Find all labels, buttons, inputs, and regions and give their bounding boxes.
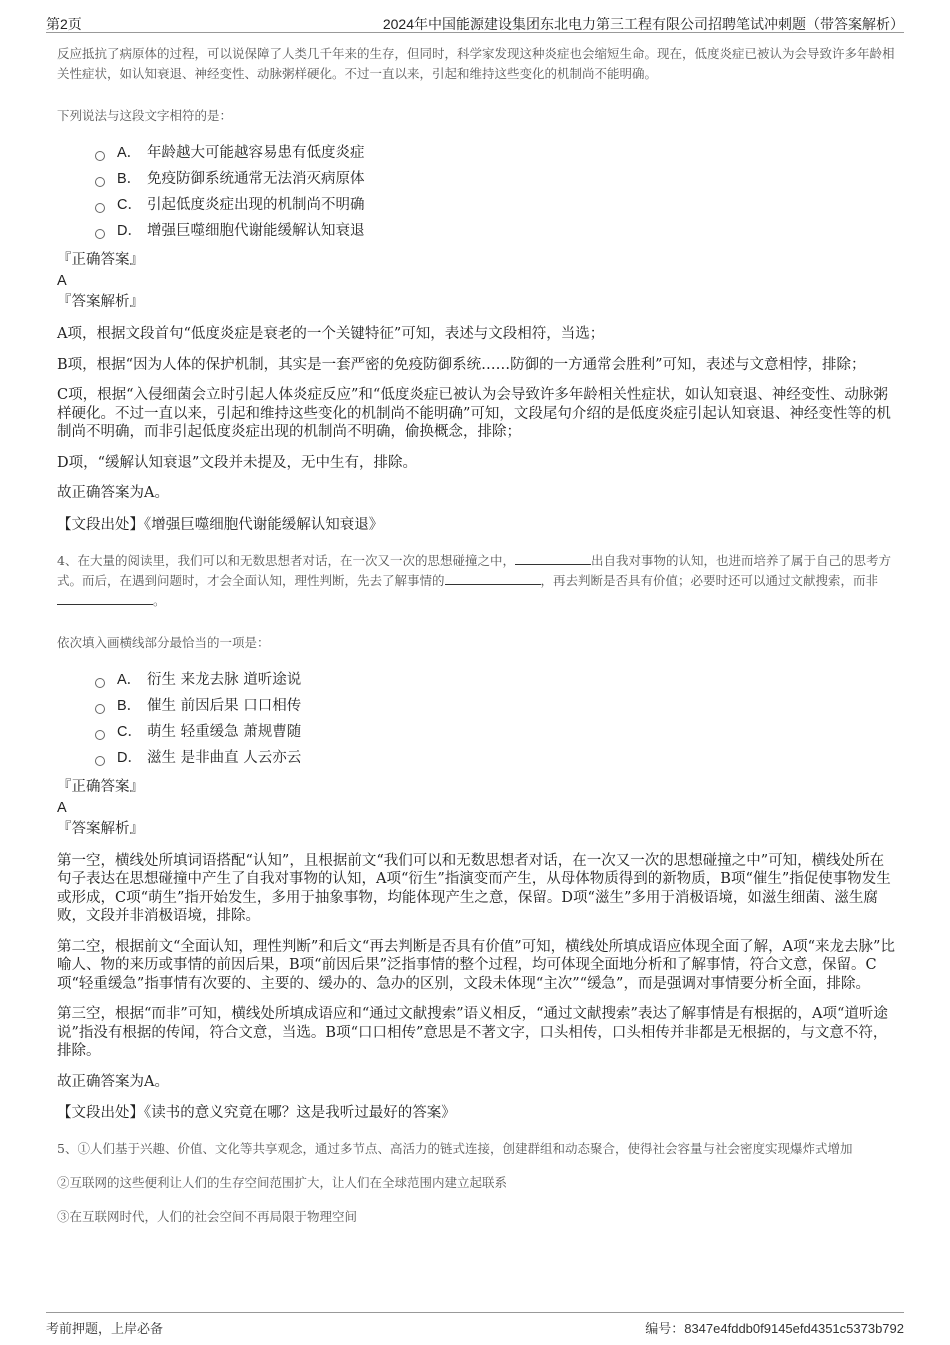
q3-analysis-b: B项，根据“因为人体的保护机制，其实是一套严密的免疫防御系统……防御的一方通常会胜利”可知，表述与文意相悖，排除； (57, 356, 866, 373)
q4-option-c[interactable] (95, 719, 897, 745)
q4-source: 【文段出处】《读书的意义究竟在哪？这是我听过最好的答案》 (57, 1105, 456, 1121)
q4-blank-2 (445, 572, 541, 585)
q3-options (95, 140, 897, 244)
q4-stem-part3: ，再去判断是否具有价值；必要时还可以通过文献搜索，而非 (540, 572, 879, 588)
option-text: 萌生 轻重缓急 萧规曹随 (147, 723, 302, 740)
q4-stem-part4: 。 (153, 592, 166, 608)
q4-stem (57, 551, 897, 611)
page-footer (46, 1312, 904, 1341)
option-text: 增强巨噬细胞代谢能缓解认知衰退 (147, 223, 365, 239)
q4-stem-part2: 出自我对事物的认知，也进而培养了属于自己的思考方式。而后，在遇到问题时，才会全面认知，理性判断，先去了解事情的 (57, 552, 891, 588)
q4-stem-part1: 4、在大量的阅读里，我们可以和无数思想者对话，在一次又一次的思想碰撞之中， (57, 552, 515, 568)
q4-analysis-blank2: 第二空，根据前文“全面认知，理性判断”和后文“再去判断是否具有价值”可知，横线处所填成语应体现全面了解，A项“来龙去脉”比喻人、物的来历或事情的前因后果，B项“前因后果”泛指事情的整个过程，均可体现全面地分析和了解事情，符合文意，保留。C项“轻重缓急”指事情有次要的、主要的、缓办的、急办的区别，文段未体现“主次”“缓急”，而是强调对事情要分析全面，排除。 (57, 938, 895, 992)
q5-sentence-2: ②互联网的这些便利让人们的生存空间范围扩大，让人们在全球范围内建立起联系 (57, 1175, 508, 1190)
q4-option-a[interactable] (95, 667, 897, 693)
q4-prompt: 依次填入画横线部分最恰当的一项是： (57, 634, 270, 650)
q3-analysis-d: D项，“缓解认知衰退”文段并未提及，无中生有，排除。 (57, 454, 417, 471)
option-letter: D． (117, 749, 142, 766)
q3-answer: A (57, 273, 67, 289)
footer-slogan: 考前押题，上岸必备 (46, 1321, 164, 1336)
option-letter: D． (117, 223, 142, 239)
q3-analysis-a: A项，根据文段首句“低度炎症是衰老的一个关键特征”可知，表述与文段相符，当选； (57, 326, 605, 342)
q3-stem: 反应抵抗了病原体的过程，可以说保障了人类几千年来的生存，但同时，科学家发现这种炎症也会缩短生命。现在，低度炎症已被认为会导致许多年龄相关性症状，如认知衰退、神经变性、动脉粥样硬化。不过一直以来，引起和维持这些变化的机制尚不能明确。 (57, 46, 895, 81)
radio-icon[interactable] (95, 756, 105, 766)
option-letter: A． (117, 671, 142, 688)
q3-option-d[interactable] (95, 218, 897, 244)
document-title: 2024年中国能源建设集团东北电力第三工程有限公司招聘笔试冲刺题（带答案解析） (382, 16, 904, 32)
q3-option-a[interactable] (95, 140, 897, 166)
q3-answer-label: 『正确答案』 (57, 252, 144, 268)
q4-blank-3 (57, 592, 153, 605)
q4-option-d[interactable] (95, 745, 897, 771)
page-header (46, 12, 904, 33)
q3-conclusion: 故正确答案为A。 (57, 485, 169, 501)
q4-conclusion: 故正确答案为A。 (57, 1073, 169, 1090)
option-text: 衍生 来龙去脉 道听途说 (147, 671, 302, 688)
radio-icon[interactable] (95, 177, 105, 187)
q4-blank-1 (515, 552, 591, 565)
page-number: 第2页 (46, 16, 82, 32)
q3-analysis-c: C项，根据“入侵细菌会立时引起人体炎症反应”和“低度炎症已被认为会导致许多年龄相关性症状，如认知衰退、神经变性、动脉粥样硬化。不过一直以来，引起和维持这些变化的机制尚不能明确”可知，文段尾句介绍的是低度炎症引起认知衰退、神经变性等的机制尚不明确，而非引起低度炎症出现的机制尚不明确，偷换概念，排除； (57, 387, 891, 440)
q3-source: 【文段出处】《增强巨噬细胞代谢能缓解认知衰退》 (57, 516, 384, 533)
q4-option-b[interactable] (95, 693, 897, 719)
radio-icon[interactable] (95, 229, 105, 239)
q5-sentence-3: ③在互联网时代，人们的社会空间不再局限于物理空间 (57, 1209, 358, 1224)
q4-options (95, 667, 897, 771)
document-code: 编号：8347e4fddb0f9145efd4351c5373b792 (645, 1321, 904, 1336)
q4-analysis-label: 『答案解析』 (57, 820, 144, 837)
option-letter: C． (117, 197, 142, 213)
option-text: 免疫防御系统通常无法消灭病原体 (147, 171, 365, 187)
option-letter: A． (117, 145, 142, 161)
option-text: 引起低度炎症出现的机制尚不明确 (147, 197, 365, 213)
q3-option-c[interactable] (95, 192, 897, 218)
radio-icon[interactable] (95, 203, 105, 213)
q4-analysis-blank3: 第三空，根据“而非”可知，横线处所填成语应和“通过文献搜索”语义相反，“通过文献搜索”表达了解事情是有根据的，A项“道听途说”指没有根据的传闻，符合文意，当选。B项“口口相传”意思是不著文字，口头相传，口头相传并非都是无根据的，与文意不符，排除。 (57, 1006, 888, 1059)
radio-icon[interactable] (95, 151, 105, 161)
q3-prompt: 下列说法与这段文字相符的是： (57, 108, 233, 123)
radio-icon[interactable] (95, 704, 105, 714)
q5-sentence-1: 5、①人们基于兴趣、价值、文化等共享观念，通过多节点、高活力的链式连接，创建群组和动态聚合，使得社会容量与社会密度实现爆炸式增加 (57, 1141, 853, 1156)
radio-icon[interactable] (95, 678, 105, 688)
option-text: 年龄越大可能越容易患有低度炎症 (147, 145, 365, 161)
option-text: 催生 前因后果 口口相传 (147, 697, 302, 714)
option-letter: C． (117, 723, 142, 740)
option-text: 滋生 是非曲直 人云亦云 (147, 749, 302, 766)
page-content (57, 44, 897, 1227)
q3-option-b[interactable] (95, 166, 897, 192)
option-letter: B． (117, 171, 142, 187)
q4-answer-label: 『正确答案』 (57, 778, 144, 795)
q3-analysis-label: 『答案解析』 (57, 294, 144, 310)
q4-analysis-blank1: 第一空，横线处所填词语搭配“认知”，且根据前文“我们可以和无数思想者对话，在一次又一次的思想碰撞之中”可知，横线处所在句子表达在思想碰撞中产生了自我对事物的认知，A项“衍生”指演变而产生，从母体物质得到的新物质，B项“催生”指促使事物发生或形成，C项“萌生”指开始发生，多用于抽象事物，均能体现产生之意，保留。D项“滋生”多用于消极语境，如滋生细菌、滋生腐败，文段并非消极语境，排除。 (57, 852, 891, 924)
option-letter: B． (117, 697, 142, 714)
radio-icon[interactable] (95, 730, 105, 740)
q4-answer: A (57, 799, 67, 816)
